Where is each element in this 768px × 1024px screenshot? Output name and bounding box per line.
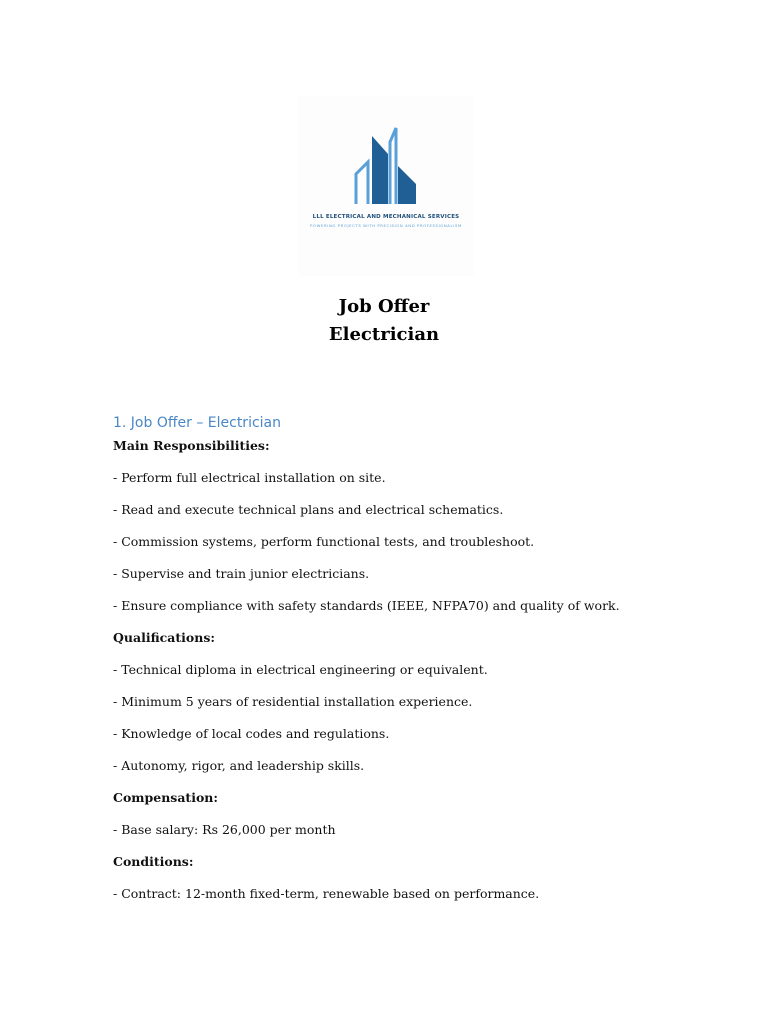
responsibility-item: - Perform full electrical installation on site. [113,470,386,485]
qualification-item: - Knowledge of local codes and regulations. [113,726,390,741]
document-title: Job Offer [338,296,430,317]
condition-item: - Contract: 12-month fixed-term, renewable based on performance. [113,886,540,901]
conditions-label: Conditions: [113,854,194,869]
responsibilities-label: Main Responsibilities: [113,438,270,453]
responsibility-item: - Ensure compliance with safety standards (IEEE, NFPA70) and quality of work. [113,598,620,613]
section-heading: 1. Job Offer – Electrician [113,415,281,431]
logo-company-name: LLL ELECTRICAL AND MECHANICAL SERVICES [312,214,460,220]
logo-tagline: POWERING PROJECTS WITH PRECISION AND PROFESSIONALISM [310,223,462,228]
responsibility-item: - Supervise and train junior electricians. [113,566,370,581]
qualification-item: - Autonomy, rigor, and leadership skills. [113,758,365,773]
qualification-item: - Minimum 5 years of residential installation experience. [113,694,473,709]
company-logo [298,96,474,276]
qualifications-label: Qualifications: [113,630,215,645]
responsibility-item: - Commission systems, perform functional tests, and troubleshoot. [113,534,535,549]
building-logo-icon [346,126,426,212]
qualification-item: - Technical diploma in electrical engineering or equivalent. [113,662,488,677]
compensation-label: Compensation: [113,790,218,805]
compensation-item: - Base salary: Rs 26,000 per month [113,822,336,837]
document-subtitle: Electrician [328,324,440,345]
responsibility-item: - Read and execute technical plans and electrical schematics. [113,502,504,517]
